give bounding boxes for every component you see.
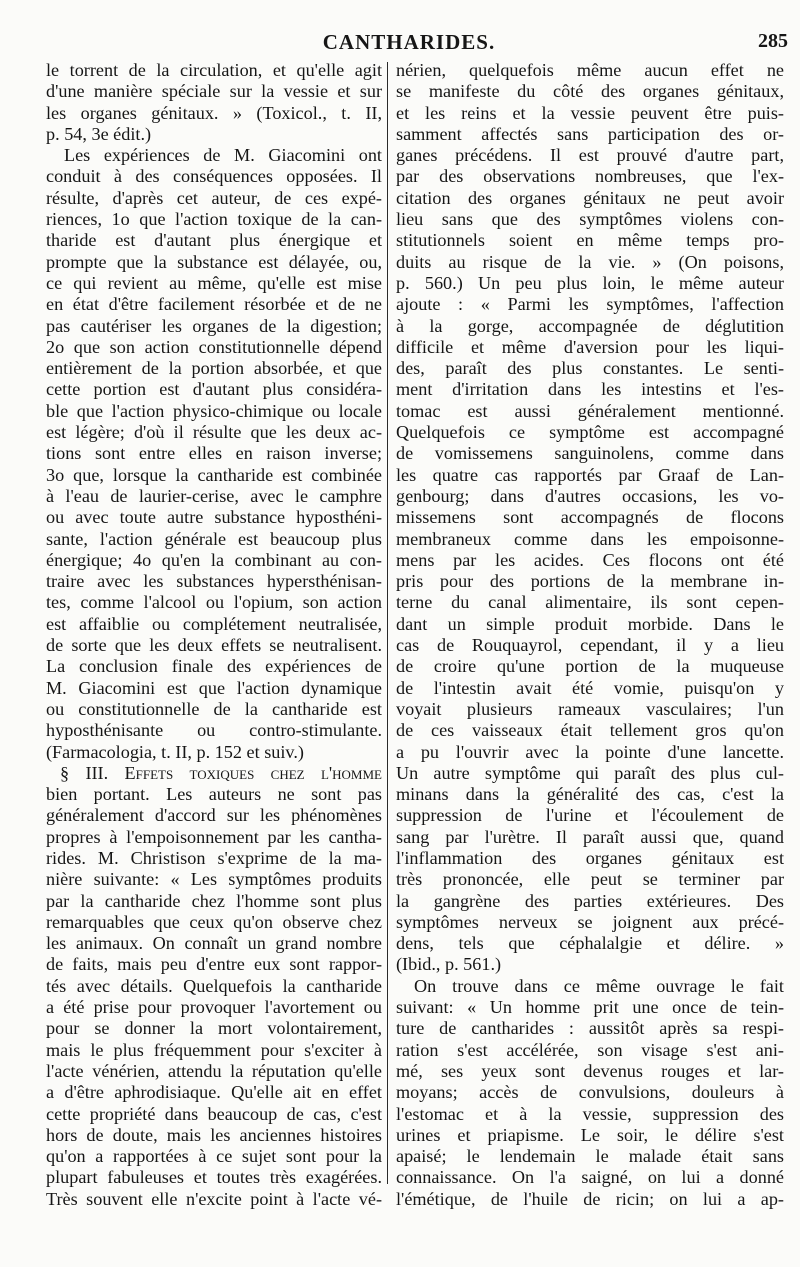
text-line: généralement d'accord sur les phénomènes (46, 805, 382, 826)
text-line: ble que l'action physico-chimique ou locale (46, 400, 382, 421)
text-line: de ces vaisseaux était tellement gros qu'on (396, 720, 784, 741)
text-line: ganes précédens. Il est prouvé d'autre part, (396, 145, 784, 166)
text-line: 3o que, lorsque la cantharide est combinée (46, 464, 382, 485)
text-line: La conclusion finale des expériences de (46, 656, 382, 677)
text-line: rides. M. Christison s'exprime de la ma- (46, 847, 382, 868)
page-number: 285 (758, 30, 788, 52)
text-line: de vomissemens sanguinolens, comme dans (396, 443, 784, 464)
text-line: terne du canal alimentaire, ils sont cepen- (396, 592, 784, 613)
text-line: duits au risque de la vie. » (On poisons, (396, 251, 784, 272)
text-line: conduit à des conséquences opposées. Il (46, 166, 382, 187)
text-line: tomac est aussi généralement mentionné. (396, 400, 784, 421)
text-line: pour se donner la mort volontairement, (46, 1018, 382, 1039)
text-line: a pu l'ouvrir avec la pointe d'une lancette. (396, 741, 784, 762)
text-line: p. 54, 3e édit.) (46, 123, 152, 144)
text-line: sante, l'action générale est beaucoup plus (46, 528, 382, 549)
text-line: dens, tels que céphalalgie et délire. » (396, 933, 784, 954)
text-line: (Farmacologia, t. II, p. 152 et suiv.) (46, 741, 304, 762)
text-line: l'inflammation des organes génitaux est (396, 847, 784, 868)
text-line: connaissance. On l'a saigné, on lui a donné (396, 1167, 784, 1188)
text-line: suivant: « Un homme prit une once de tein- (396, 997, 784, 1018)
text-line: samment affectés sans participation des or- (396, 123, 784, 144)
text-line: ment d'irritation dans les intestins et l'es- (396, 379, 784, 400)
text-line: pas cautériser les organes de la digestion; (46, 315, 382, 336)
text-line: tharide est d'autant plus énergique et (46, 230, 382, 251)
text-line: membraneux comme dans les empoisonne- (396, 528, 784, 549)
text-line: voyait plusieurs rameaux vasculaires; l'un (396, 698, 784, 719)
text-line: a d'être aphrodisiaque. Qu'elle ait en effet (46, 1082, 382, 1103)
text-line: On trouve dans ce même ouvrage le fait (414, 975, 784, 996)
text-line: tés avec détails. Quelquefois la cantharide (46, 975, 382, 996)
text-line: difficile et même d'aversion pour les liqui- (396, 336, 784, 357)
text-line: de l'intestin avait été vomie, puisqu'on y (396, 677, 784, 698)
text-line: lieu sans que des symptômes violens con- (396, 209, 784, 230)
text-line: tes, comme l'alcool ou l'opium, son action (46, 592, 382, 613)
text-line: propres à l'empoisonnement par les cantha- (46, 826, 382, 847)
text-line: des, paraît des plus constantes. Le senti- (396, 358, 784, 379)
text-line: ture de cantharides : aussitôt après sa respi- (396, 1018, 784, 1039)
text-line: par la cantharide chez l'homme sont plus (46, 890, 382, 911)
text-line: cette propriété dans beaucoup de cas, c'est (46, 1103, 382, 1124)
text-line: ou constitutionnelle de la cantharide est (46, 698, 382, 719)
text-line: qu'on a rapportées à ce sujet sont pour la (46, 1146, 382, 1167)
column-divider (387, 62, 388, 1184)
text-line: riences, 1o que l'action toxique de la can- (46, 209, 382, 230)
text-line: et les reins et la vessie peuvent être puis- (396, 102, 784, 123)
text-line: missemens sont accompagnés de flocons (396, 507, 784, 528)
text-line: (Ibid., p. 561.) (396, 954, 502, 975)
text-line: l'estomac et à la vessie, suppression des (396, 1103, 784, 1124)
text-line: à la gorge, accompagnée de déglutition (396, 315, 784, 336)
text-line: de sorte que les deux effets se neutralisent. (46, 635, 382, 656)
text-line: dant un simple produit morbide. Dans le (396, 613, 784, 634)
text-line: plupart fabuleuses et toutes très exagérées. (46, 1167, 382, 1188)
text-line: très prononcée, elle peut se terminer par (396, 869, 784, 890)
text-line: la gangrène des parties extérieures. Des (396, 890, 784, 911)
text-line: cas de Rouquayrol, cependant, il y a lieu (396, 635, 784, 656)
text-line: prompte que la substance est délayée, ou, (46, 251, 382, 272)
running-header (30, 30, 788, 56)
text-line: ou avec toute autre substance hyposthéni- (46, 507, 382, 528)
text-line: M. Giacomini est que l'action dynamique (46, 677, 382, 698)
text-line: est affaiblie ou complétement neutralisée, (46, 613, 382, 634)
text-line: mé, ses yeux sont devenus rouges et lar- (396, 1060, 784, 1081)
text-line: les organes génitaux. » (Toxicol., t. II, (46, 102, 382, 123)
text-line: symptômes nerveux se joignent aux précé- (396, 911, 784, 932)
text-line: de croire qu'une portion de la muqueuse (396, 656, 784, 677)
text-line: bien portant. Les auteurs ne sont pas (46, 784, 382, 805)
text-line: entièrement de la portion absorbée, et que (46, 358, 382, 379)
text-line: est légère; d'où il résulte que les deux ac- (46, 422, 382, 443)
text-line: de faits, mais peu d'entre eux sont rappor- (46, 954, 382, 975)
text-line: nière suivante: « Les symptômes produits (46, 869, 382, 890)
text-line: hors de doute, mais les anciennes histoires (46, 1124, 382, 1145)
text-line: se manifeste du côté des organes génitaux, (396, 81, 784, 102)
text-line: Quelquefois ce symptôme est accompagné (396, 422, 784, 443)
text-line: Très souvent elle n'excite point à l'acte vé- (46, 1188, 382, 1209)
text-line: ajoute : « Parmi les symptômes, l'affection (396, 294, 784, 315)
text-line: hyposthénisante ou contro-stimulante. (46, 720, 382, 741)
text-line: nérien, quelquefois même aucun effet ne (396, 60, 784, 80)
text-line: Un autre symptôme qui paraît des plus cul- (396, 762, 784, 783)
text-line: minans dans la généralité des cas, c'est la (396, 784, 784, 805)
running-title: CANTHARIDES. (322, 30, 496, 54)
text-line: mens par les acides. Ces flocons ont été (396, 549, 784, 570)
text-line: ration s'est accélérée, son visage s'est ani- (396, 1039, 784, 1060)
text-line: remarquables que ceux qu'on observe chez (46, 911, 382, 932)
text-line: apaisé; le lendemain le malade était sans (396, 1146, 784, 1167)
text-line: résulte, d'après cet auteur, de ces expé- (46, 187, 382, 208)
text-line: tions sont entre elles en raison inverse; (46, 443, 382, 464)
text-line: le torrent de la circulation, et qu'elle agit (46, 60, 382, 80)
text-line: mais le plus fréquemment pour s'exciter à (46, 1039, 382, 1060)
text-line: a été prise pour provoquer l'avortement ou (46, 997, 382, 1018)
text-line: citation des organes génitaux ne peut avoir (396, 187, 784, 208)
text-line: par des observations nombreuses, que l'ex- (396, 166, 784, 187)
text-line: à l'eau de laurier-cerise, avec le camphre (46, 485, 382, 506)
text-line: cette portion est d'autant plus considéra- (46, 379, 382, 400)
text-line: d'une manière spéciale sur la vessie et sur (46, 81, 382, 102)
text-line: § III. Effets toxiques chez l'homme (60, 762, 382, 783)
text-line: ce qui revient au même, qu'elle est mise (46, 272, 382, 293)
left-column (46, 60, 382, 1209)
text-line: pris pour des portions de la membrane in- (396, 571, 784, 592)
text-line: p. 560.) Un peu plus loin, le même auteur (396, 272, 784, 293)
text-line: moyans; accès de convulsions, douleurs à (396, 1082, 784, 1103)
text-line: énergique; 4o qu'en la combinant au con- (46, 549, 382, 570)
text-line: 2o que son action constitutionnelle dépend (46, 336, 382, 357)
text-line: traire avec les substances hypersthénisan- (46, 571, 382, 592)
text-line: genbourg; dans d'autres occasions, les vo- (396, 485, 784, 506)
text-line: les animaux. On connaît un grand nombre (46, 933, 382, 954)
text-line: l'acte vénérien, attendu la réputation qu'elle (46, 1060, 382, 1081)
text-line: Les expériences de M. Giacomini ont (64, 145, 382, 166)
text-line: les quatre cas rapportés par Graaf de Lan- (396, 464, 784, 485)
text-line: l'émétique, de l'huile de ricin; on lui a ap- (396, 1188, 784, 1209)
text-line: sang par l'urètre. Il paraît aussi que, quand (396, 826, 784, 847)
text-line: urines et priapisme. Le soir, le délire s'est (396, 1124, 784, 1145)
text-line: en état d'être facilement résorbée et de ne (46, 294, 382, 315)
right-column (396, 60, 784, 1209)
text-line: stitutionnels soient en même temps pro- (396, 230, 784, 251)
text-line: suppression de l'urine et l'écoulement de (396, 805, 784, 826)
